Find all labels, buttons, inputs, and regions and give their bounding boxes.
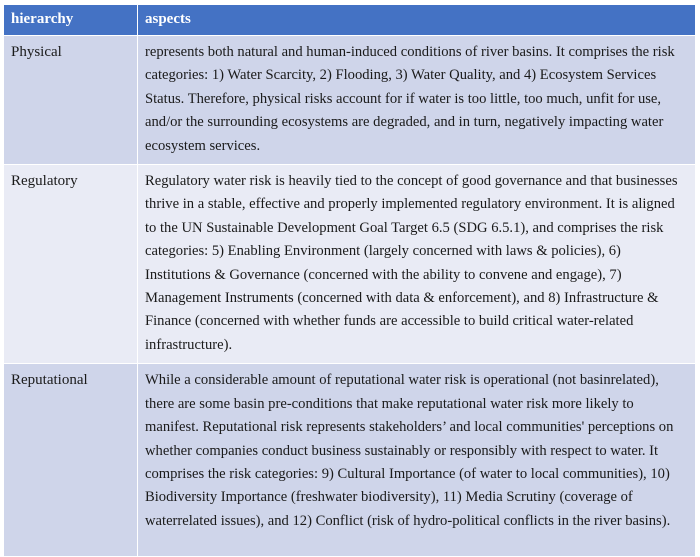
table-row <box>4 165 696 364</box>
table-row <box>4 364 696 557</box>
table-row <box>4 36 696 165</box>
header-aspects-label: aspects <box>145 11 191 27</box>
header-hierarchy <box>4 5 138 36</box>
header-hierarchy-label: hierarchy <box>11 11 74 27</box>
aspects-cell: represents both natural and human-induced conditions of river basins. It comprises the risk categories: 1) Water Scarcity, 2) Flooding, 3) Water Quality, and 4) Ecosystem Services Status. Therefore, physical risks account for if water is too little, too much, unfit for use, and/or the surrounding ecosystems are degraded, and in turn, negatively impacting water ecosystem services. <box>138 36 696 165</box>
hierarchy-cell: Regulatory <box>4 165 138 364</box>
aspects-cell: While a considerable amount of reputational water risk is operational (not basinrelated), there are some basin pre-conditions that make reputational water risk more likely to manifest. Reputational risk represents stakeholders’ and local communities' perceptions on whether companies conduct business sustainably or responsibly with respect to water. It comprises the risk categories: 9) Cultural Importance (of water to local communities), 10) Biodiversity Importance (freshwater biodiversity), 11) Media Scrutiny (coverage of waterrelated issues), and 12) Conflict (risk of hydro-political conflicts in the river basins). <box>138 364 696 557</box>
hierarchy-cell: Physical <box>4 36 138 165</box>
table-header-row <box>4 5 696 36</box>
water-risk-table <box>3 4 696 557</box>
aspects-cell: Regulatory water risk is heavily tied to the concept of good governance and that businesses thrive in a stable, effective and properly implemented regulatory environment. It is aligned to the UN Sustainable Development Goal Target 6.5 (SDG 6.5.1), and comprises the risk categories: 5) Enabling Environment (largely concerned with laws & policies), 6) Institutions & Governance (concerned with the ability to convene and engage), 7) Management Instruments (concerned with data & enforcement), and 8) Infrastructure & Finance (concerned with whether funds are accessible to build critical water-related infrastructure). <box>138 165 696 364</box>
hierarchy-cell: Reputational <box>4 364 138 557</box>
header-aspects <box>138 5 696 36</box>
